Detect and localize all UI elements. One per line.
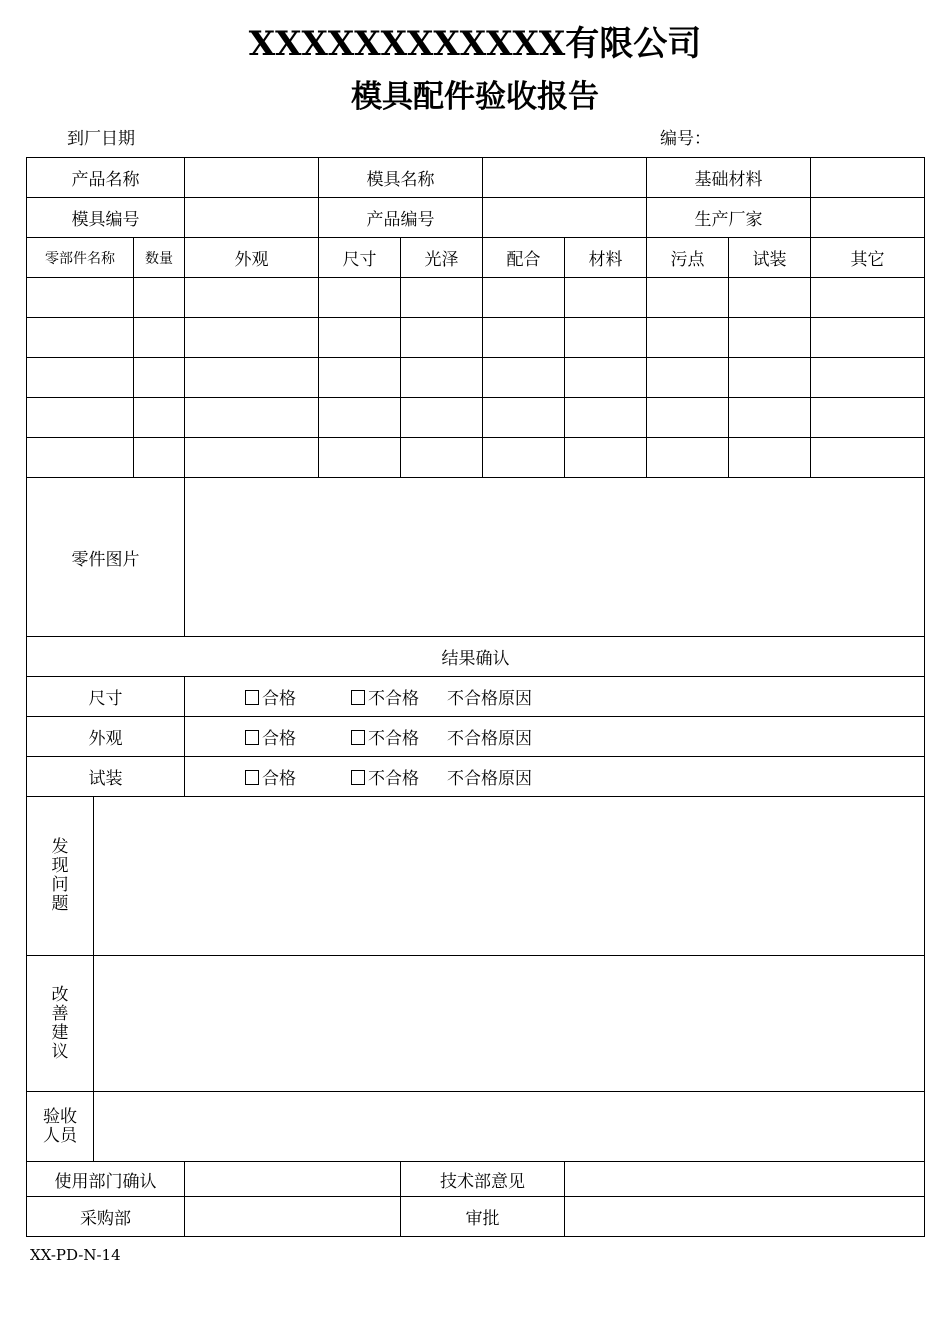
- table-cell[interactable]: [483, 278, 565, 318]
- purchasing-field[interactable]: [185, 1197, 401, 1237]
- product-number-field[interactable]: [483, 198, 647, 238]
- table-cell[interactable]: [27, 358, 134, 398]
- inspector-field[interactable]: [94, 1092, 925, 1162]
- result-row-size: [27, 677, 925, 717]
- table-cell[interactable]: [647, 358, 729, 398]
- table-cell[interactable]: [319, 358, 401, 398]
- pass-checkbox[interactable]: 合格: [218, 684, 323, 709]
- mold-name-label: 模具名称: [319, 158, 483, 198]
- table-cell[interactable]: [185, 278, 319, 318]
- columns-header-row: [27, 238, 925, 278]
- col-material: 材料: [565, 238, 647, 278]
- result-row-appearance: [27, 717, 925, 757]
- col-fit: 配合: [483, 238, 565, 278]
- part-photo-area[interactable]: [185, 478, 925, 637]
- table-cell[interactable]: [401, 438, 483, 478]
- table-cell[interactable]: [27, 278, 134, 318]
- manufacturer-label: 生产厂家: [647, 198, 811, 238]
- col-part-name: 零部件名称: [27, 238, 134, 278]
- table-cell[interactable]: [401, 278, 483, 318]
- table-cell[interactable]: [483, 398, 565, 438]
- suggestions-label: 改善建议: [27, 956, 94, 1092]
- table-cell[interactable]: [319, 278, 401, 318]
- result-label-size: 尺寸: [27, 677, 185, 717]
- base-material-label: 基础材料: [647, 158, 811, 198]
- inspector-label: 验收人员: [27, 1092, 94, 1162]
- problems-label: 发现问题: [27, 797, 94, 956]
- col-gloss: 光泽: [401, 238, 483, 278]
- table-cell[interactable]: [185, 318, 319, 358]
- col-stain: 污点: [647, 238, 729, 278]
- table-cell[interactable]: [27, 318, 134, 358]
- col-trial: 试装: [729, 238, 811, 278]
- result-title: 结果确认: [27, 637, 925, 677]
- table-cell[interactable]: [729, 278, 811, 318]
- table-cell[interactable]: [483, 438, 565, 478]
- signoff-row-2: [27, 1197, 925, 1237]
- fail-reason-label: 不合格原因: [447, 729, 532, 749]
- approval-field[interactable]: [565, 1197, 925, 1237]
- result-options-trial: [185, 757, 925, 797]
- user-dept-label: 使用部门确认: [27, 1162, 185, 1197]
- table-cell[interactable]: [565, 318, 647, 358]
- table-cell[interactable]: [647, 398, 729, 438]
- table-cell[interactable]: [729, 358, 811, 398]
- tech-dept-field[interactable]: [565, 1162, 925, 1197]
- table-cell[interactable]: [811, 438, 925, 478]
- table-cell[interactable]: [565, 438, 647, 478]
- table-row: [27, 438, 925, 478]
- col-size: 尺寸: [319, 238, 401, 278]
- table-cell[interactable]: [319, 438, 401, 478]
- table-cell[interactable]: [185, 438, 319, 478]
- part-photo-row: [27, 478, 925, 637]
- mold-name-field[interactable]: [483, 158, 647, 198]
- table-cell[interactable]: [319, 398, 401, 438]
- table-cell[interactable]: [811, 278, 925, 318]
- table-cell[interactable]: [27, 398, 134, 438]
- product-number-label: 产品编号: [319, 198, 483, 238]
- table-cell[interactable]: [401, 358, 483, 398]
- result-row-trial: [27, 757, 925, 797]
- fail-checkbox[interactable]: 不合格: [323, 764, 447, 789]
- table-row: [27, 278, 925, 318]
- report-title: 模具配件验收报告: [351, 79, 599, 115]
- table-cell[interactable]: [483, 358, 565, 398]
- suggestions-row: [27, 956, 925, 1092]
- table-cell[interactable]: [27, 438, 134, 478]
- table-cell[interactable]: [729, 398, 811, 438]
- table-cell[interactable]: [401, 318, 483, 358]
- table-row: [27, 318, 925, 358]
- result-options-appearance: [185, 717, 925, 757]
- number-label: 编号：: [660, 129, 711, 149]
- purchasing-label: 采购部: [27, 1197, 185, 1237]
- col-quantity: 数量: [134, 238, 185, 278]
- pass-checkbox[interactable]: 合格: [218, 724, 323, 749]
- table-cell[interactable]: [811, 358, 925, 398]
- table-cell[interactable]: [729, 438, 811, 478]
- fail-checkbox[interactable]: 不合格: [323, 724, 447, 749]
- approval-label: 审批: [401, 1197, 565, 1237]
- table-cell[interactable]: [134, 398, 185, 438]
- manufacturer-field[interactable]: [811, 198, 925, 238]
- table-cell[interactable]: [134, 358, 185, 398]
- suggestions-field[interactable]: [94, 956, 925, 1092]
- product-name-label: 产品名称: [27, 158, 185, 198]
- mold-number-label: 模具编号: [27, 198, 185, 238]
- table-cell[interactable]: [647, 278, 729, 318]
- info-row-2: [27, 198, 925, 238]
- table-cell[interactable]: [729, 318, 811, 358]
- problems-row: [27, 797, 925, 956]
- table-cell[interactable]: [647, 438, 729, 478]
- table-cell[interactable]: [483, 318, 565, 358]
- table-cell[interactable]: [134, 278, 185, 318]
- table-cell[interactable]: [811, 398, 925, 438]
- user-dept-field[interactable]: [185, 1162, 401, 1197]
- col-other: 其它: [811, 238, 925, 278]
- table-row: [27, 398, 925, 438]
- col-appearance: 外观: [185, 238, 319, 278]
- table-cell[interactable]: [565, 398, 647, 438]
- problems-field[interactable]: [94, 797, 925, 956]
- company-title: XXXXXXXXXXXX有限公司: [248, 24, 702, 64]
- table-cell[interactable]: [647, 318, 729, 358]
- result-options-size: [185, 677, 925, 717]
- table-cell[interactable]: [401, 398, 483, 438]
- arrival-date-label: 到厂日期: [67, 129, 135, 149]
- part-photo-label: 零件图片: [27, 478, 185, 637]
- tech-dept-label: 技术部意见: [401, 1162, 565, 1197]
- table-cell[interactable]: [185, 398, 319, 438]
- result-title-row: [27, 637, 925, 677]
- base-material-field[interactable]: [811, 158, 925, 198]
- mold-number-field[interactable]: [185, 198, 319, 238]
- info-row-1: [27, 158, 925, 198]
- table-cell[interactable]: [185, 358, 319, 398]
- table-cell[interactable]: [565, 358, 647, 398]
- document-code: XX-PD-N-14: [30, 1246, 121, 1264]
- table-row: [27, 358, 925, 398]
- table-cell[interactable]: [134, 318, 185, 358]
- inspection-form: [26, 157, 925, 1237]
- fail-checkbox[interactable]: 不合格: [323, 684, 447, 709]
- result-label-appearance: 外观: [27, 717, 185, 757]
- table-cell[interactable]: [319, 318, 401, 358]
- signoff-row-1: [27, 1162, 925, 1197]
- fail-reason-label: 不合格原因: [447, 769, 532, 789]
- product-name-field[interactable]: [185, 158, 319, 198]
- inspector-row: [27, 1092, 925, 1162]
- result-label-trial: 试装: [27, 757, 185, 797]
- table-cell[interactable]: [134, 438, 185, 478]
- pass-checkbox[interactable]: 合格: [218, 764, 323, 789]
- fail-reason-label: 不合格原因: [447, 689, 532, 709]
- table-cell[interactable]: [565, 278, 647, 318]
- table-cell[interactable]: [811, 318, 925, 358]
